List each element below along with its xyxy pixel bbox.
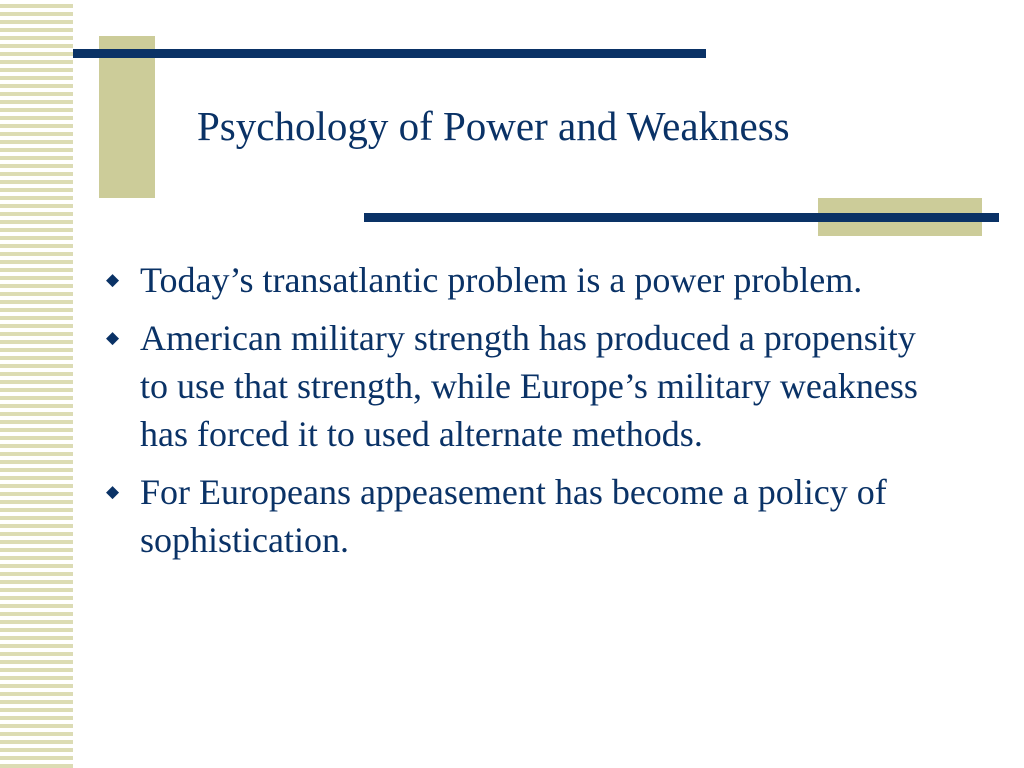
left-stripe-pattern — [0, 0, 73, 768]
bullet-text: American military strength has produced a propensity to use that strength, while Europe’s military weakness has forced it to used alternate methods. — [140, 318, 918, 454]
bullet-text: Today’s transatlantic problem is a power problem. — [140, 260, 863, 300]
bullet-item — [106, 256, 936, 304]
diamond-bullet-icon: ◆ — [106, 328, 120, 348]
decor-navy-bar-top — [73, 49, 706, 58]
slide-title: Psychology of Power and Weakness — [197, 103, 790, 149]
bullet-text: For Europeans appeasement has become a policy of sophistication. — [140, 472, 887, 560]
bullet-item — [106, 468, 936, 564]
bullet-list — [106, 256, 936, 574]
diamond-bullet-icon: ◆ — [106, 270, 120, 290]
decor-olive-block-top — [99, 36, 155, 198]
bullet-item — [106, 314, 936, 458]
decor-navy-bar-bottom — [364, 213, 999, 222]
diamond-bullet-icon: ◆ — [106, 482, 120, 502]
